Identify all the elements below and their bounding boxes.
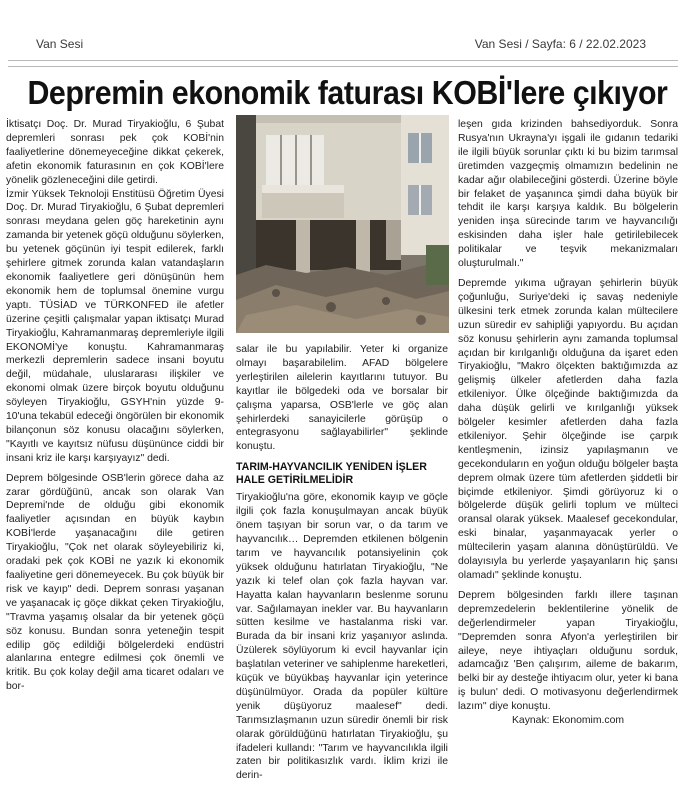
paragraph: Deprem bölgesinden farklı illere taşınan depremzedelerin beklentilerine yönelik de değerlendirmeler yapan Tiryakioğlu, "Depremden sonra Afyon'a yerleştirilen bir aileye, neye ihtiyaçları olduğunu sorduk, adamcağız 'Ben çalışırım, aileme de bakarım, belki bir ay desteğe ihtiyacım olur, yeter ki bana iş bulun' dedi. O motivasyonu değerlendirmek lazım" diye konuştu. bbox=[458, 589, 678, 713]
collapsed-building-photo bbox=[236, 115, 449, 333]
building-photo-icon bbox=[236, 115, 449, 333]
headline: Depremin ekonomik faturası KOBİ'lere çıkıyor bbox=[27, 74, 668, 111]
paragraph: Deprem bölgesinde OSB'lerin görece daha az zarar gördüğünü, ancak son olarak Van Depremi'nde de olduğu gibi ekonomik faaliyetler açısından en büyük kaybın KOBİ'lerde yaşanacağını dile getiren Tiryakioğlu, "Çok net olarak söyleyebiliriz ki, oradaki pek çok KOBİ ne yazık ki ekonomik faaliyetine geri dönemeyecek. Bu çok büyük bir risk ve kayıp" dedi. Deprem sonrası yaşanan ve yaşanacak iç göçe dikkat çeken Tiryakioğlu, "Travma yaşamış olsalar da bir yetenek göçü söz konusu. Bundan sonra yeteneğin tespit edilip göç edildiği bölgelerdeki endüstri alanlarına entegre edilmesi çok önemli ve kritik. Bu çok kolay değil ama ticaret odaları ve bor- bbox=[6, 472, 224, 693]
paragraph: leşen gıda krizinden bahsediyorduk. Sonra Rusya'nın Ukrayna'yı işgali ile gıdanın tedariki ile ilgili büyük sorunlar çıktı ki bu bizim tarımsal üretimden vazgeçmiş olmamızın bedelinin ne kadar ağır olabileceğini gösterdi. Üzerine böyle bir felaket de yaşanınca şimdi daha büyük bir tehdit ile karşı karşıya kaldık. Bu bölgelerin yeniden inşa sürecinde tarım ve hayvancılığı eskisinden daha işler hale getirilebilecek politikalar ve teşvik mekanizmaları oluşturulmalı." bbox=[458, 119, 678, 270]
paragraph: Tiryakioğlu'na göre, ekonomik kayıp ve göçle ilgili çok fazla konuşulmayan ancak büyük önem taşıyan bir sorun var, o da tarım ve hayvancılık… Depremden etkilenen bölgenin tarım ve hayvancılık potansiyelinin çok yüksek olduğunu hatırlatan Tiryakioğlu, "Ne yazık ki telef olan çok fazla hayvan var. Hayatta kalan hayvanların beslenme sorunu var. Sağılamayan inekler var. Bu hayvanların sütten kesilme ve hastalanma riski var. Burada da bir insani kriz yaşanıyor aslında. Üzülerek söylüyorum ki evcil hayvanlar için başlatılan veteriner ve sahiplenme hareketleri, küçük ve büyükbaş hayvanlar için yeterince düşünülmüyor. Orada da popüler kültüre yenik düşüyoruz maalesef" dedi. Tarımsızlaşmanın uzun süredir önemli bir risk olarak görüldüğünü hatırlatan Tiryakioğlu, şu ifadeleri kullandı: "Tarım ve hayvancılıkla ilgili zaten bir politikasızlık vardı. İklim krizi ile derin- bbox=[236, 492, 448, 782]
article-column-2 bbox=[236, 343, 448, 783]
paragraph: salar ile bu yapılabilir. Yeter ki organize olmayı başarabilelim. AFAD bölgelere yerleştirilen ailelerin kayıtlarını tutuyor. Bu kayıtlar ile bölgedeki oda ve borsalar bir çalışma yaparsa, OSB'lerle ve göç alan şehirlerdeki sanayicilerle görüşüp o entegrasyonu sağlayabilirler" şeklinde konuştu. bbox=[236, 344, 448, 453]
publication-name: Van Sesi bbox=[36, 37, 84, 51]
article-column-3 bbox=[458, 118, 678, 728]
paragraph: İktisatçı Doç. Dr. Murad Tiryakioğlu, 6 Şubat depremleri sonrası pek çok KOBİ'nin faaliyetlerine dönemeyeceğine dikkat çekerek, afetin ekonomik faturasının en çok KOBİ'lere yönelik gözleneceğini dile getirdi. bbox=[6, 119, 224, 186]
section-subheading: TARIM-HAYVANCILIK YENİDEN İŞLER HALE GETİRİLMELİDİR bbox=[236, 461, 427, 487]
paragraph: Depremde yıkıma uğrayan şehirlerin büyük çoğunluğu, Suriye'deki iç savaş nedeniyle ülkesini terk etmek zorunda kalan mültecilere uzun süredir ev sahipliği yapıyordu. Bu açıdan söz konusu şehirlerin aynı zamanda toplumsal açıdan bir kırılganlığı olduğuna da işaret eden Tiryakioğlu, "Makro ölçekten baktığımızda az gelişmiş ülkeler afetlerden daha fazla etkileniyor. Ülke ölçeğinde baktığımızda da daha düşük gelirli ve kırılganlığı yüksek bölgeler kesimler afetlerden daha fazla etkileniyor. Şehir ölçeğinde ise çarpık kentleşmenin, izinsiz yapılaşmanın ve gecekonduların en yoğun olduğu bölgeler başta deprem olmak üzere tüm afetlerden şiddetli bir biçimde etkileniyor. Şimdi görüyoruz ki o bölgelerde düşük gelirli toplum ve mülteci oransal olarak yüksek. Maalesef gecekondular, eski binalar, yaşanmayacak yerler o mültecilerin yaşam alanına dönüştürüldü. Ve dolayısıyla bu yerlerde yaşayanların hiç şansı olamadı" şeklinde konuştu. bbox=[458, 277, 678, 581]
page-info: Van Sesi / Sayfa: 6 / 22.02.2023 bbox=[474, 37, 646, 51]
article-column-1 bbox=[6, 118, 224, 694]
source-credit: Kaynak: Ekonomim.com bbox=[511, 715, 625, 727]
paragraph: İzmir Yüksek Teknoloji Enstitüsü Öğretim Üyesi Doç. Dr. Murad Tiryakioğlu, 6 Şubat depremleri sonrası meydana gelen göç hareketinin aynı zamanda bir yetenek göçü olduğunu söylerken, bu yetenek göçünün iyi tespit edilerek, farklı şehirlere gitmek zorunda kalan vatandaşların ekonomik faaliyetlere geri dönüşünün hem ekonomik hem de toplumsal önemine vurgu yaptı. TÜSİAD ve TÜRKONFED ile afetler üzerine çeşitli çalışmalar yapan iktisatçı Murad Tiryakioğlu, Kahramanmaraş depremleriyle ilgili EKONOMİ'ye konuştu. Kahramanmaraş merkezli depremlerin sadece insani boyutu değil, müdahale, uluslararası ilişkiler ve ekonomi olmak üzere birçok boyutu olduğunu söyleyen Tiryakioğlu, GSYH'nin yüzde 9-10'una tekabül edeceği öngörülen bir ekonomik bilançonun söz konusu olacağını söylerken, "Kayıtlı ve kayıtsız nüfusu düşününce ciddi bir insani kriz ile karşı karşıyayız" dedi. bbox=[6, 188, 224, 464]
headline-rule bbox=[8, 66, 678, 67]
top-rule bbox=[8, 60, 678, 61]
